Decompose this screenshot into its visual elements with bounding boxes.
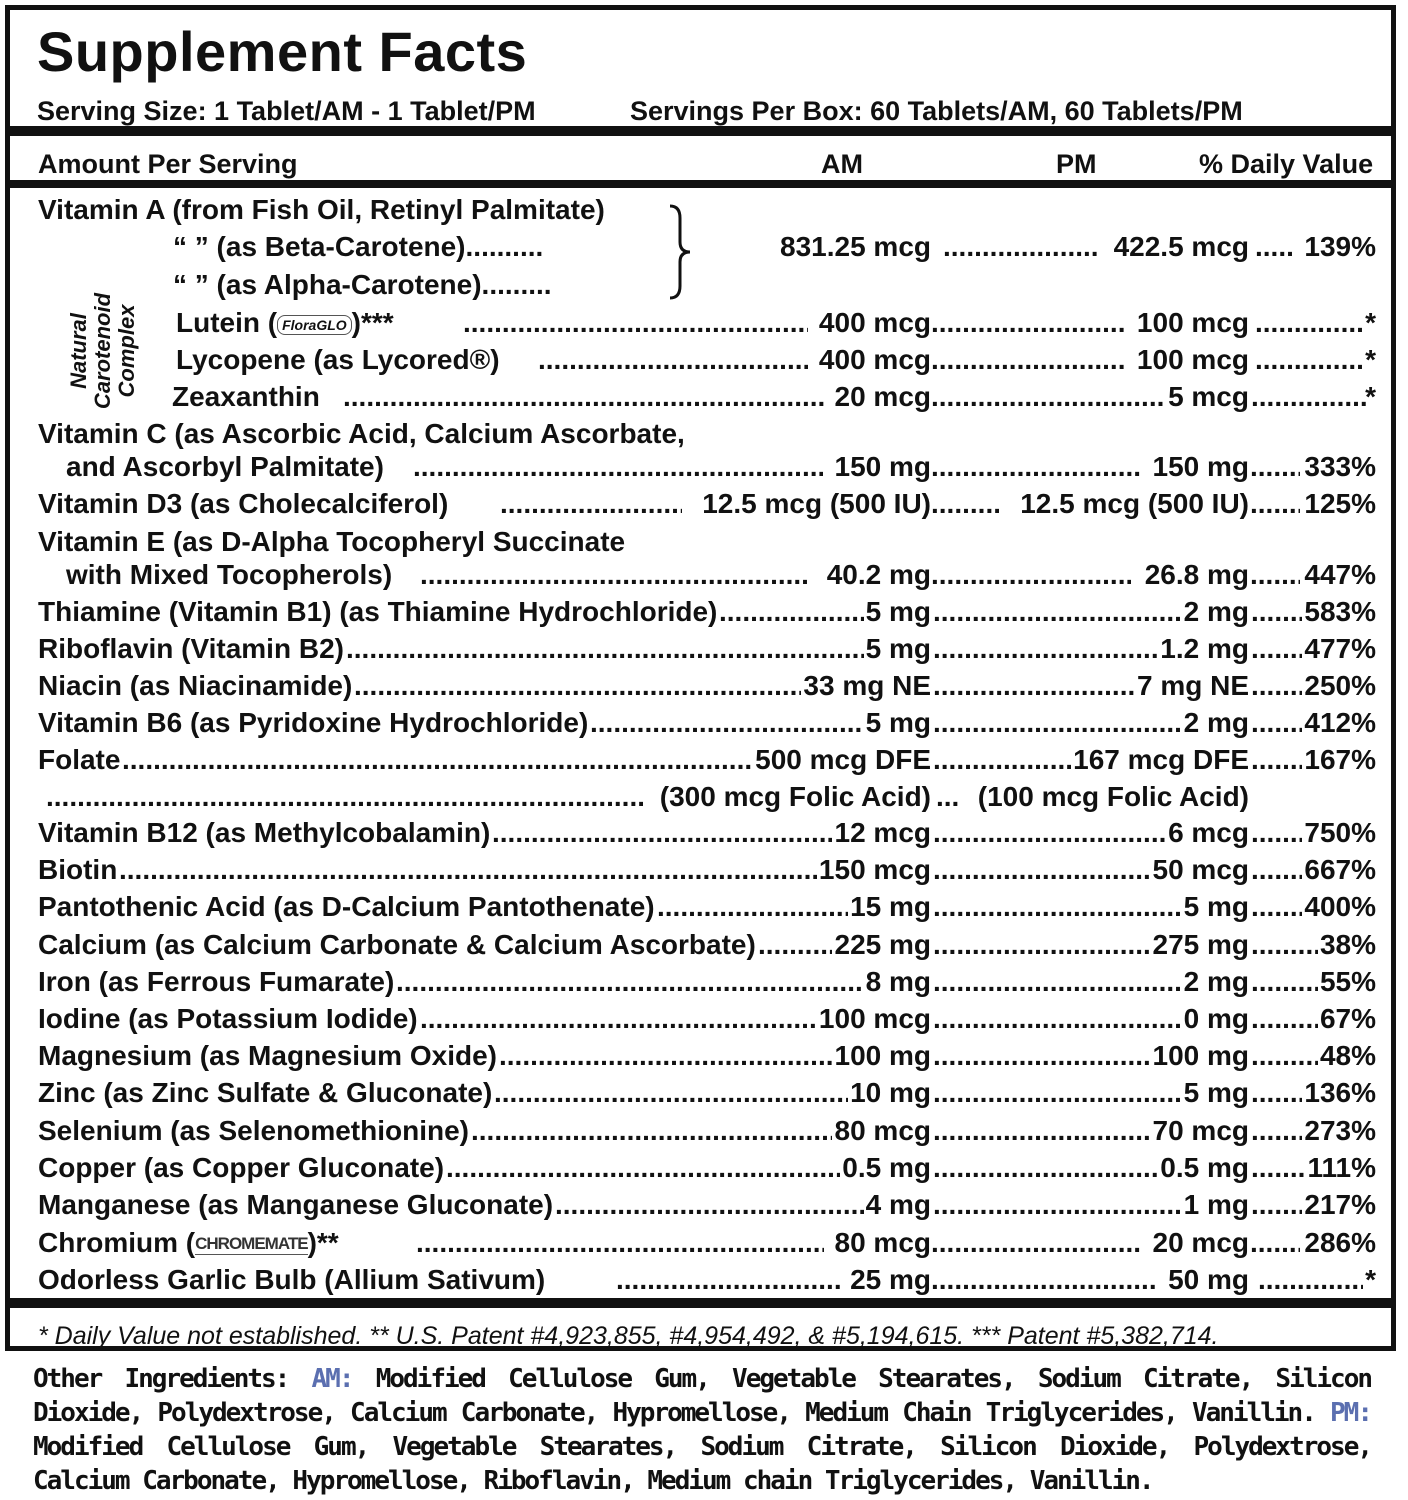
am-amount: 150 mg [834, 451, 931, 482]
am-amount: 15 mg [850, 891, 931, 923]
leader-dots [492, 816, 832, 850]
leader-dots [1251, 1114, 1302, 1148]
leader-dots [538, 343, 808, 377]
nutrient-row [38, 1226, 1376, 1260]
daily-value: 67% [1319, 1003, 1376, 1034]
daily-value: 583% [1304, 596, 1376, 627]
leader-dots [931, 1263, 1156, 1297]
leader-dots [719, 595, 864, 629]
other-ingredients: Other Ingredients: AM: Modified Cellulose Gum, Vegetable Stearates, Sodium Citrate, Silicon Dioxide, Polydextrose, Calcium Carbonate, Hypromellose, Medium Chain Triglycerides, Vanillin. PM: Modified Cellulose Gum, Vegetable Stearates, Sodium Citrate, Silicon Dioxide, Polydextrose, Calcium Carbonate, Hypromellose, Riboflavin, Medium chain Triglycerides, Vanillin. [33, 1364, 1372, 1496]
leader-dots [1250, 487, 1300, 521]
leader-dots [931, 487, 999, 521]
am-amount: 8 mg [865, 965, 931, 997]
am-amount: 0.5 mg [842, 1151, 931, 1183]
daily-value: 250% [1304, 670, 1376, 701]
leader-dots [1251, 928, 1318, 962]
leader-dots [936, 780, 961, 814]
leader-dots [931, 306, 1126, 340]
nutrient-row [38, 230, 1376, 264]
leader-dots [943, 230, 1098, 264]
carotenoid-complex-label: Natural Carotenoid Complex [66, 292, 139, 410]
nutrient-row [38, 343, 1376, 377]
leader-dots [1251, 380, 1366, 414]
pm-amount: 70 mcg [1152, 1114, 1249, 1146]
leader-dots [122, 743, 753, 777]
pm-amount: 26.8 mg [1144, 559, 1249, 590]
header-amount: Amount Per Serving [38, 149, 298, 179]
leader-dots [420, 558, 810, 592]
leader-dots [933, 816, 1166, 850]
nutrient-name: Lutein ( FloraGLO )*** [176, 307, 394, 338]
leader-dots [1258, 1263, 1363, 1297]
nutrient-row [38, 1151, 1376, 1185]
am-amount: (300 mcg Folic Acid) [659, 781, 931, 812]
nutrient-name: Odorless Garlic Bulb (Allium Sativum) [38, 1264, 546, 1295]
nutrient-row [38, 928, 1376, 962]
serving-size: Serving Size: 1 Tablet/AM - 1 Tablet/PM [37, 96, 536, 126]
pm-amount: 2 mg [1183, 707, 1249, 738]
pm-amount: 422.5 mcg [1113, 231, 1249, 262]
leader-dots [1255, 230, 1293, 264]
nutrient-row [38, 816, 1376, 850]
nutrient-name: Pantothenic Acid (as D-Calcium Pantothenate) [38, 891, 655, 923]
leader-dots [413, 450, 823, 484]
leader-dots [494, 1076, 848, 1110]
header-pm: PM [1056, 149, 1097, 179]
leader-dots [446, 1151, 840, 1185]
leader-dots [343, 380, 825, 414]
pm-amount: 2 mg [1183, 596, 1249, 627]
nutrient-name: and Ascorbyl Palmitate) [66, 451, 384, 482]
pm-amount: 6 mcg [1168, 817, 1249, 848]
pm-amount: 100 mcg [1136, 344, 1249, 375]
pm-amount: 1 mg [1183, 1189, 1249, 1220]
leader-dots [933, 1188, 1182, 1222]
pm-amount: 2 mg [1183, 965, 1249, 997]
leader-dots [657, 890, 848, 924]
leader-dots [1250, 1226, 1300, 1260]
nutrient-row [38, 780, 1376, 814]
leader-dots [1251, 1151, 1305, 1185]
pm-amount: 0 mg [1183, 1003, 1249, 1034]
leader-dots [1251, 632, 1302, 666]
pm-label: PM: [1330, 1398, 1371, 1428]
am-amount: 10 mg [850, 1077, 931, 1109]
nutrient-name: Vitamin A (from Fish Oil, Retinyl Palmitate) [38, 194, 605, 225]
leader-dots [616, 1263, 841, 1297]
pm-amount: 275 mg [1152, 928, 1249, 960]
daily-value: * [1365, 307, 1376, 338]
leader-dots [1251, 669, 1302, 703]
daily-value: 48% [1319, 1040, 1376, 1072]
leader-dots [1251, 1188, 1302, 1222]
nutrient-row [38, 743, 1376, 777]
am-amount: 80 mcg [834, 1227, 931, 1258]
am-amount: 12 mcg [834, 817, 931, 848]
leader-dots [1251, 1076, 1302, 1110]
daily-value: 38% [1319, 928, 1376, 960]
pm-amount: 20 mcg [1152, 1227, 1249, 1258]
nutrient-row [38, 1263, 1376, 1297]
am-amount: 40.2 mg [826, 559, 931, 590]
daily-value: 217% [1304, 1189, 1376, 1220]
daily-value: 477% [1304, 633, 1376, 664]
leader-dots [46, 780, 643, 814]
am-amount: 33 mg NE [803, 670, 931, 701]
daily-value: 125% [1304, 488, 1376, 519]
pm-amount: 100 mg [1152, 1040, 1249, 1072]
supplement-facts-panel [5, 5, 1396, 1351]
leader-dots [931, 380, 1164, 414]
pm-amount: 12.5 mcg (500 IU) [1020, 488, 1249, 519]
leader-dots [1250, 450, 1300, 484]
nutrient-name: Iron (as Ferrous Fumarate) [38, 965, 395, 997]
daily-value: 136% [1304, 1077, 1376, 1109]
pm-amount: 0.5 mg [1160, 1151, 1249, 1183]
leader-dots [931, 450, 1141, 484]
pm-amount: 50 mcg [1152, 854, 1249, 886]
leader-dots [420, 1002, 817, 1036]
nutrient-name: Selenium (as Selenomethionine) [38, 1114, 469, 1146]
leader-dots [1251, 853, 1302, 887]
nutrient-name: “ ” (as Alpha-Carotene)......... [173, 269, 552, 300]
nutrient-row [38, 669, 1376, 703]
nutrient-row [38, 306, 1376, 340]
daily-value: * [1365, 344, 1376, 375]
am-amount: 4 mg [865, 1189, 931, 1220]
am-amount: 80 mcg [834, 1114, 931, 1146]
nutrient-name: Riboflavin (Vitamin B2) [38, 633, 344, 664]
daily-value: 750% [1304, 817, 1376, 848]
leader-dots [499, 1039, 832, 1073]
nutrient-row [38, 193, 1376, 227]
daily-value: 55% [1319, 965, 1376, 997]
leader-dots [933, 632, 1158, 666]
nutrient-row [38, 268, 1376, 302]
leader-dots [1255, 306, 1365, 340]
leader-dots [933, 669, 1135, 703]
am-amount: 100 mg [834, 1040, 931, 1072]
pm-amount: 5 mcg [1168, 381, 1249, 412]
leader-dots [933, 928, 1150, 962]
nutrient-row [38, 632, 1376, 666]
pm-amount: 150 mg [1152, 451, 1249, 482]
nutrient-name: Vitamin B6 (as Pyridoxine Hydrochloride) [38, 707, 589, 738]
brace-icon [666, 204, 696, 300]
nutrient-name: Zeaxanthin [172, 381, 320, 412]
leader-dots [933, 1039, 1150, 1073]
daily-value: 447% [1304, 559, 1376, 590]
leader-dots [933, 1151, 1158, 1185]
am-amount: 5 mg [865, 633, 931, 664]
am-amount: 400 mcg [818, 344, 931, 375]
pm-amount: 50 mg [1168, 1264, 1249, 1295]
nutrient-row [38, 1076, 1376, 1110]
pm-amount: (100 mcg Folic Acid) [977, 781, 1249, 812]
leader-dots [758, 928, 832, 962]
am-amount: 5 mg [865, 707, 931, 738]
nutrient-name: Folate [38, 744, 121, 775]
nutrient-row [38, 1188, 1376, 1222]
leader-dots [931, 558, 1131, 592]
thick-divider [10, 180, 1391, 188]
nutrient-name: “ ” (as Beta-Carotene).......... [173, 231, 544, 262]
leader-dots [933, 965, 1182, 999]
chromemate-logo: CHROMEMATE [195, 1234, 308, 1254]
daily-value: 412% [1304, 707, 1376, 738]
nutrient-row [38, 487, 1376, 521]
servings-per-box: Servings Per Box: 60 Tablets/AM, 60 Tablets/PM [630, 96, 1243, 126]
daily-value: 139% [1304, 231, 1376, 262]
daily-value: 667% [1304, 854, 1376, 886]
nutrient-row [38, 380, 1376, 414]
leader-dots [119, 853, 817, 887]
nutrient-name: Zinc (as Zinc Sulfate & Gluconate) [38, 1077, 493, 1109]
leader-dots [1251, 743, 1302, 777]
nutrient-name: Vitamin B12 (as Methylcobalamin) [38, 817, 491, 848]
thick-divider [10, 126, 1391, 136]
nutrient-row [38, 558, 1376, 592]
nutrient-name: Manganese (as Manganese Gluconate) [38, 1189, 554, 1220]
leader-dots [463, 306, 808, 340]
am-amount: 831.25 mcg [780, 231, 931, 262]
leader-dots [354, 669, 801, 703]
footnote: * Daily Value not established. ** U.S. Patent #4,923,855, #4,954,492, & #5,194,615. *** Patent #5,382,714. [38, 1322, 1219, 1350]
leader-dots [590, 706, 864, 740]
nutrient-row [38, 525, 1376, 559]
leader-dots [1255, 343, 1365, 377]
leader-dots [346, 632, 864, 666]
pm-amount: 100 mcg [1136, 307, 1249, 338]
leader-dots [933, 706, 1182, 740]
pm-amount: 5 mg [1183, 891, 1249, 923]
am-amount: 400 mcg [818, 307, 931, 338]
daily-value: 286% [1304, 1227, 1376, 1258]
nutrient-name: Chromium (CHROMEMATE)** [38, 1227, 339, 1258]
leader-dots [416, 1226, 824, 1260]
page-title: Supplement Facts [37, 20, 528, 83]
nutrient-row [38, 1002, 1376, 1036]
daily-value: * [1365, 1264, 1376, 1295]
leader-dots [1251, 965, 1318, 999]
leader-dots [933, 1114, 1150, 1148]
floraglo-logo: FloraGLO [277, 315, 352, 335]
leader-dots [1250, 558, 1300, 592]
leader-dots [500, 487, 682, 521]
header-am: AM [821, 149, 863, 179]
leader-dots [933, 595, 1182, 629]
am-amount: 500 mcg DFE [755, 744, 931, 775]
leader-dots [1251, 890, 1302, 924]
am-amount: 12.5 mcg (500 IU) [702, 488, 931, 519]
pm-amount: 7 mg NE [1136, 670, 1249, 701]
leader-dots [933, 1076, 1182, 1110]
nutrient-name: Niacin (as Niacinamide) [38, 670, 353, 701]
leader-dots [933, 890, 1182, 924]
leader-dots [1251, 816, 1302, 850]
nutrient-row [38, 706, 1376, 740]
leader-dots [933, 853, 1150, 887]
nutrient-row [38, 965, 1376, 999]
daily-value: 333% [1304, 451, 1376, 482]
leader-dots [933, 743, 1071, 777]
leader-dots [471, 1114, 832, 1148]
nutrient-row [38, 595, 1376, 629]
daily-value: 273% [1304, 1114, 1376, 1146]
am-label: AM: [311, 1364, 353, 1394]
leader-dots [1251, 706, 1302, 740]
daily-value: * [1365, 381, 1376, 412]
nutrient-name: Thiamine (Vitamin B1) (as Thiamine Hydrochloride) [38, 596, 718, 627]
nutrient-name: Iodine (as Potassium Iodide) [38, 1003, 418, 1034]
daily-value: 111% [1307, 1151, 1376, 1183]
pm-amount: 167 mcg DFE [1073, 744, 1249, 775]
nutrient-name: Lycopene (as Lycored®) [176, 344, 500, 375]
nutrient-name: Magnesium (as Magnesium Oxide) [38, 1040, 497, 1072]
nutrient-name: with Mixed Tocopherols) [66, 559, 393, 590]
leader-dots [931, 1226, 1141, 1260]
am-amount: 150 mcg [818, 854, 931, 886]
am-amount: 20 mcg [834, 381, 931, 412]
nutrient-row [38, 853, 1376, 887]
nutrient-row [38, 1114, 1376, 1148]
nutrient-name: Vitamin E (as D-Alpha Tocopheryl Succinate [38, 526, 626, 557]
nutrient-row [38, 1039, 1376, 1073]
pm-amount: 5 mg [1183, 1077, 1249, 1109]
nutrient-name: Biotin [38, 854, 118, 886]
leader-dots [1251, 1039, 1318, 1073]
am-amount: 100 mcg [818, 1003, 931, 1034]
leader-dots [396, 965, 864, 999]
leader-dots [555, 1188, 864, 1222]
am-amount: 25 mg [850, 1264, 931, 1295]
daily-value: 400% [1304, 891, 1376, 923]
am-amount: 5 mg [865, 596, 931, 627]
nutrient-row [38, 417, 1376, 451]
pm-amount: 1.2 mg [1160, 633, 1249, 664]
leader-dots [931, 343, 1126, 377]
leader-dots [933, 1002, 1182, 1036]
am-amount: 225 mg [834, 928, 931, 960]
nutrient-row [38, 890, 1376, 924]
leader-dots [1251, 595, 1302, 629]
header-dv: % Daily Value [1199, 149, 1374, 179]
thick-divider [10, 1298, 1391, 1308]
nutrient-name: Vitamin D3 (as Cholecalciferol) [38, 488, 449, 519]
nutrient-name: Vitamin C (as Ascorbic Acid, Calcium Ascorbate, [38, 418, 685, 449]
leader-dots [1251, 1002, 1318, 1036]
nutrient-name: Copper (as Copper Gluconate) [38, 1151, 445, 1183]
daily-value: 167% [1304, 744, 1376, 775]
nutrient-row [38, 450, 1376, 484]
nutrient-name: Calcium (as Calcium Carbonate & Calcium Ascorbate) [38, 928, 756, 960]
